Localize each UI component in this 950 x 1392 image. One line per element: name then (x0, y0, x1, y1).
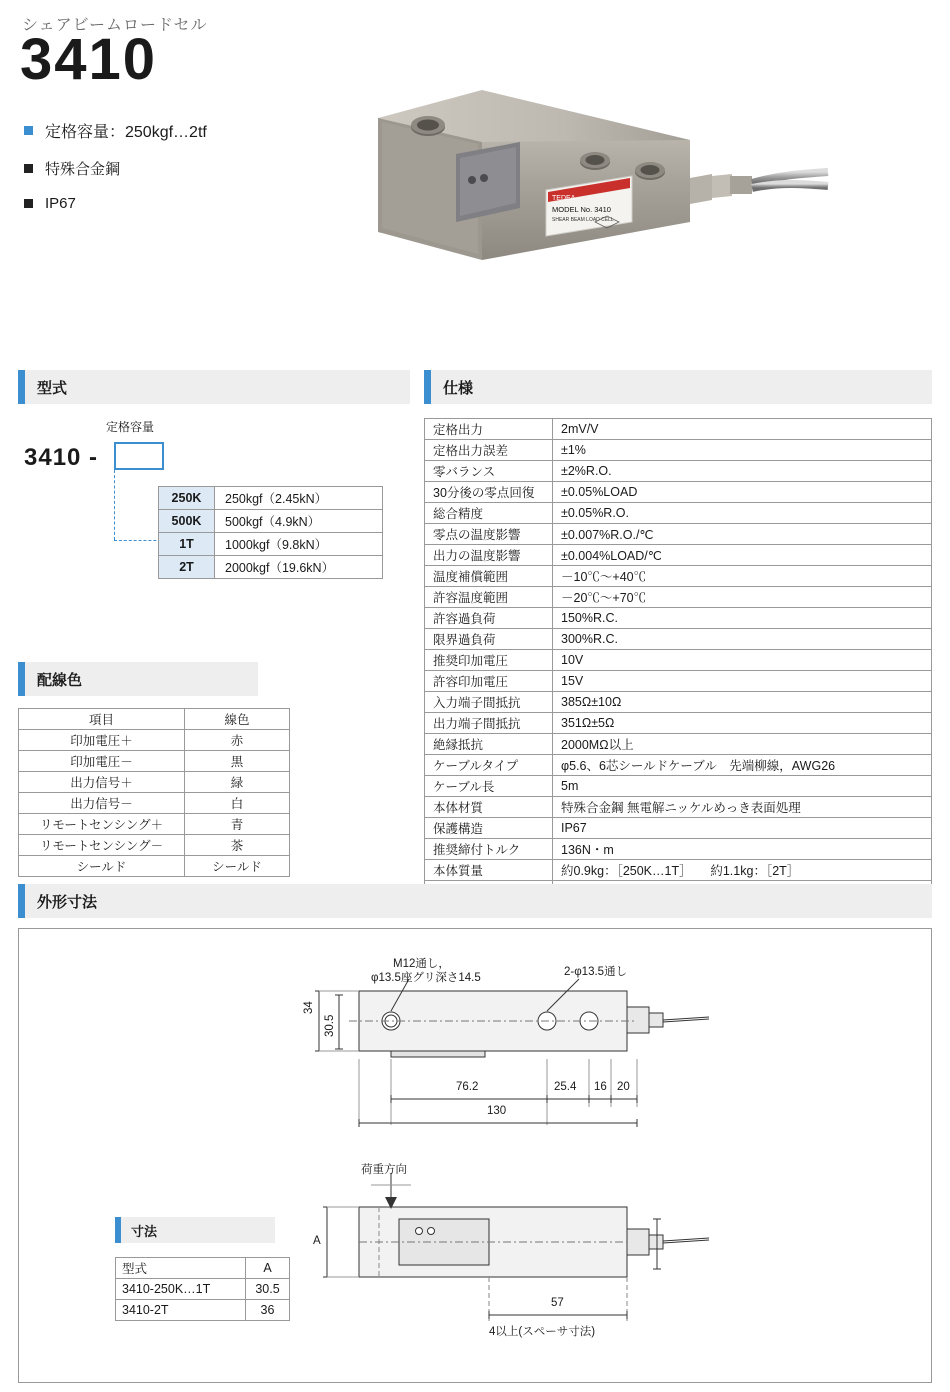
spec-key: 零点の温度影響 (425, 524, 553, 545)
model-selector (18, 418, 410, 618)
spec-value: 351Ω±5Ω (553, 713, 932, 734)
note-load-direction: 荷重方向 (361, 1164, 407, 1176)
right-column (424, 370, 932, 902)
wire-color: 赤 (185, 730, 290, 751)
dim-A: A (313, 1235, 321, 1247)
table-row (425, 797, 932, 818)
connector-line-vertical (114, 470, 115, 540)
dim-a-value: 36 (246, 1300, 290, 1321)
section-header-model (18, 370, 410, 404)
table-row (425, 671, 932, 692)
section-title: 寸法 (131, 1223, 158, 1239)
table-row (425, 629, 932, 650)
spec-key: 出力端子間抵抗 (425, 713, 553, 734)
spec-value: 150%R.C. (553, 608, 932, 629)
square-bullet-icon (24, 164, 33, 173)
spec-value: ±0.05%LOAD (553, 482, 932, 503)
spec-value: 136N・m (553, 839, 932, 860)
table-row (425, 608, 932, 629)
table-row (116, 1279, 290, 1300)
spec-value: ±0.004%LOAD/℃ (553, 545, 932, 566)
spec-value: 2mV/V (553, 419, 932, 440)
spec-value: 15V (553, 671, 932, 692)
table-row (425, 419, 932, 440)
capacity-value: 1000kgf（9.8kN） (215, 533, 383, 556)
spec-value: 2000MΩ以上 (553, 734, 932, 755)
section-title: 配線色 (37, 671, 83, 689)
spec-value: －10℃～+40℃ (553, 566, 932, 587)
table-header-row (19, 709, 290, 730)
table-row (425, 503, 932, 524)
wire-item: 印加電圧－ (19, 751, 185, 772)
spec-key: 許容温度範囲 (425, 587, 553, 608)
specification-table (424, 418, 932, 902)
dim-30-5: 30.5 (324, 1014, 336, 1037)
square-bullet-icon (24, 199, 33, 208)
photo-model-label: MODEL No. 3410 (552, 205, 611, 214)
capacity-value: 2000kgf（19.6kN） (215, 556, 383, 579)
feature-label: IP67 (45, 195, 76, 212)
wire-color: シールド (185, 856, 290, 877)
table-row (19, 772, 290, 793)
spec-key: ケーブル長 (425, 776, 553, 797)
column-header: 線色 (185, 709, 290, 730)
table-row (19, 793, 290, 814)
table-row (425, 524, 932, 545)
note-spacer: 4以上(スペーサ寸法) (489, 1326, 596, 1338)
column-header: 型式 (116, 1258, 246, 1279)
section-header-dim-table (115, 1217, 275, 1243)
accent-bar (424, 370, 431, 404)
table-row (425, 860, 932, 881)
product-photo (360, 82, 830, 282)
table-row (425, 440, 932, 461)
table-row (159, 487, 383, 510)
table-row (425, 818, 932, 839)
spec-key: 本体質量 (425, 860, 553, 881)
spec-value: 10V (553, 650, 932, 671)
table-row (159, 556, 383, 579)
dim-130: 130 (487, 1105, 507, 1117)
spec-key: 推奨締付トルク (425, 839, 553, 860)
datasheet-page (0, 12, 950, 1392)
dim-20: 20 (617, 1081, 630, 1093)
wire-color: 青 (185, 814, 290, 835)
spec-key: 入力端子間抵抗 (425, 692, 553, 713)
photo-type-label: SHEAR BEAM LOAD CELL (552, 217, 614, 223)
spec-key: 保護構造 (425, 818, 553, 839)
wire-item: シールド (19, 856, 185, 877)
wire-item: 印加電圧＋ (19, 730, 185, 751)
capacity-table (158, 486, 383, 579)
wire-color-table (18, 708, 290, 877)
table-row (425, 566, 932, 587)
note-m12-line1: M12通し， (393, 958, 450, 970)
photo-brand-label: TEDEA (552, 195, 576, 202)
table-row (425, 713, 932, 734)
spec-value: ±2%R.O. (553, 461, 932, 482)
model-name: 3410-250K…1T (116, 1279, 246, 1300)
spec-key: 許容過負荷 (425, 608, 553, 629)
wire-item: 出力信号－ (19, 793, 185, 814)
spec-key: 出力の温度影響 (425, 545, 553, 566)
dim-a-value: 30.5 (246, 1279, 290, 1300)
spec-value: φ5.6、6芯シールドケーブル 先端柳線，AWG26 (553, 755, 932, 776)
left-column (18, 370, 410, 877)
capacity-code: 500K (159, 510, 215, 533)
section-header-wire (18, 662, 258, 696)
spec-value: 385Ω±10Ω (553, 692, 932, 713)
wire-item: リモートセンシング＋ (19, 814, 185, 835)
spec-key: 零バランス (425, 461, 553, 482)
feature-label: 特殊合金鋼 (45, 161, 121, 178)
table-row (19, 835, 290, 856)
spec-value: IP67 (553, 818, 932, 839)
model-name: 3410-2T (116, 1300, 246, 1321)
spec-key: 限界過負荷 (425, 629, 553, 650)
table-row (425, 692, 932, 713)
dim-57: 57 (551, 1297, 564, 1309)
table-row (116, 1300, 290, 1321)
capacity-code: 250K (159, 487, 215, 510)
wire-color: 白 (185, 793, 290, 814)
wire-color-section (18, 662, 410, 877)
table-header-row (116, 1258, 290, 1279)
wire-color: 緑 (185, 772, 290, 793)
spec-value: ±1% (553, 440, 932, 461)
spec-value: 約0.9kg：［250K…1T］ 約1.1kg：［2T］ (553, 860, 932, 881)
product-subtitle: シェアビームロードセル (22, 17, 208, 34)
table-row (425, 734, 932, 755)
spec-key: 定格出力誤差 (425, 440, 553, 461)
section-title: 外形寸法 (37, 893, 98, 911)
accent-bar (18, 662, 25, 696)
spec-key: 総合精度 (425, 503, 553, 524)
product-title: 3410 (20, 27, 158, 92)
wire-color: 茶 (185, 835, 290, 856)
spec-value: 5m (553, 776, 932, 797)
dim-76-2: 76.2 (456, 1081, 479, 1093)
spec-key: 本体材質 (425, 797, 553, 818)
section-header-spec (424, 370, 932, 404)
spec-value: ±0.007%R.O./℃ (553, 524, 932, 545)
spec-value: 300%R.C. (553, 629, 932, 650)
table-row (425, 755, 932, 776)
spec-key: 絶縁抵抗 (425, 734, 553, 755)
capacity-label: 定格容量 (106, 420, 155, 434)
dimension-table (115, 1257, 290, 1321)
table-row (425, 650, 932, 671)
accent-bar (115, 1217, 121, 1243)
spec-key: 30分後の零点回復 (425, 482, 553, 503)
drawing-frame (18, 928, 932, 1383)
table-row (159, 533, 383, 556)
table-row (425, 461, 932, 482)
table-row (425, 482, 932, 503)
model-code-input[interactable] (114, 442, 164, 470)
spec-value: 特殊合金鋼 無電解ニッケルめっき表面処理 (553, 797, 932, 818)
spec-key: 温度補償範囲 (425, 566, 553, 587)
wire-item: 出力信号＋ (19, 772, 185, 793)
table-row (425, 776, 932, 797)
spec-key: 定格出力 (425, 419, 553, 440)
table-row (425, 587, 932, 608)
note-phi135: 2-φ13.5通し (564, 966, 628, 978)
capacity-code: 2T (159, 556, 215, 579)
dim-34: 34 (303, 1001, 315, 1014)
wire-item: リモートセンシング－ (19, 835, 185, 856)
spec-key: 許容印加電圧 (425, 671, 553, 692)
capacity-value: 250kgf（2.45kN） (215, 487, 383, 510)
section-title: 型式 (37, 379, 68, 397)
table-row (19, 730, 290, 751)
outline-dimension-section (18, 884, 932, 1383)
section-header-outline (18, 884, 932, 918)
dim-25-4: 25.4 (554, 1081, 577, 1093)
note-m12-line2: φ13.5座グリ深さ14.5 (371, 972, 481, 984)
table-row (19, 751, 290, 772)
model-prefix: 3410 - (24, 444, 99, 471)
section-title: 仕様 (443, 379, 474, 397)
spec-value: －20℃～+70℃ (553, 587, 932, 608)
capacity-code: 1T (159, 533, 215, 556)
table-row (159, 510, 383, 533)
accent-bar (18, 884, 25, 918)
table-row (425, 545, 932, 566)
table-row (425, 839, 932, 860)
column-header: 項目 (19, 709, 185, 730)
feature-label: 定格容量：250kgf…2tf (45, 124, 207, 141)
spec-key: 推奨印加電圧 (425, 650, 553, 671)
wire-color: 黒 (185, 751, 290, 772)
dim-16: 16 (594, 1081, 607, 1093)
table-row (19, 814, 290, 835)
spec-value: ±0.05%R.O. (553, 503, 932, 524)
column-header: A (246, 1258, 290, 1279)
table-row (19, 856, 290, 877)
square-bullet-icon (24, 126, 33, 135)
capacity-value: 500kgf（4.9kN） (215, 510, 383, 533)
spec-key: ケーブルタイプ (425, 755, 553, 776)
accent-bar (18, 370, 25, 404)
